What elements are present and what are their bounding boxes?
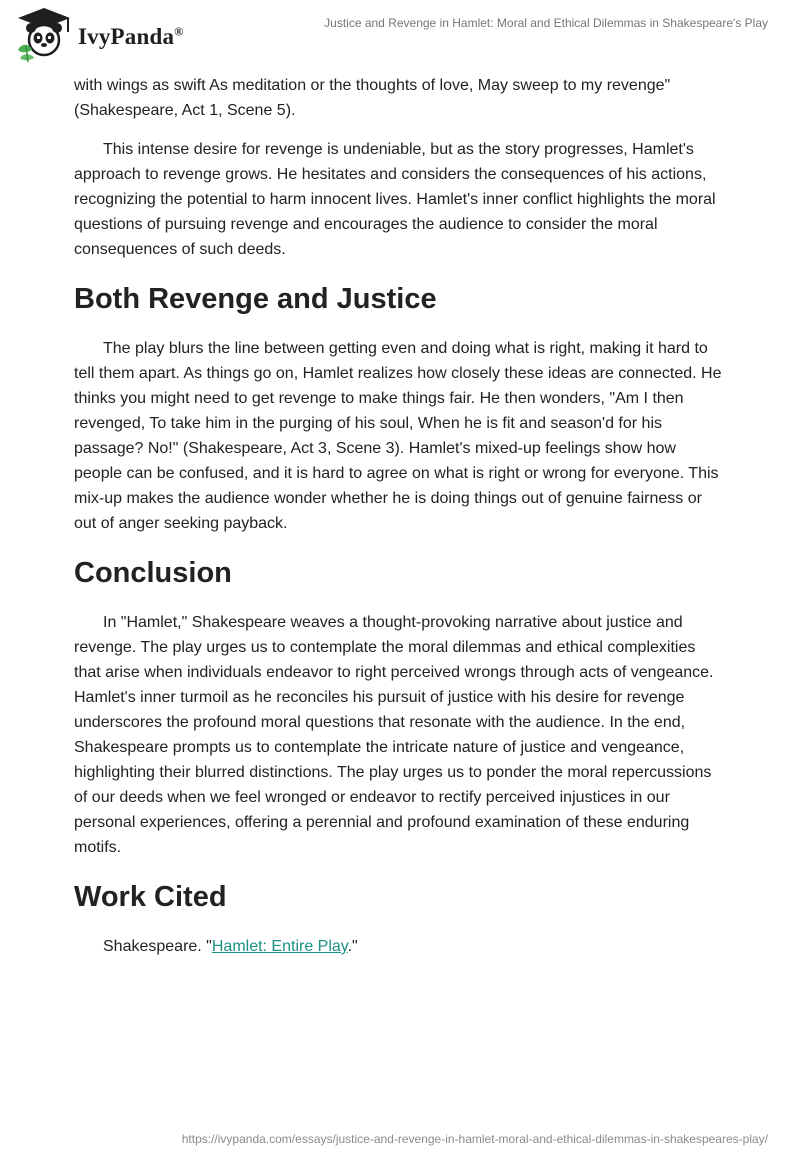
citation-link[interactable]: Hamlet: Entire Play	[211, 938, 348, 955]
heading-conclusion: Conclusion	[74, 557, 232, 589]
ivypanda-logo[interactable]	[12, 6, 183, 62]
document-title: Justice and Revenge in Hamlet: Moral and Ethical Dilemmas in Shakespeare's Play	[324, 16, 768, 30]
paragraph-blurred-line: The play blurs the line between getting even and doing what is right, making it hard to tell them apart. As things go on, Hamlet realizes how closely these ideas are connected. He thinks you might need to get revenge to make things fair. He then wonders, "Am I then revenged, To take him in the purging of his soul, When he is fit and season'd for his passage? No!" (Shakespeare, Act 3, Scene 3). Hamlet's mixed-up feelings show how people can be confused, and it is hard to agree on what is right or wrong for everyone. This mix-up makes the audience wonder whether he is doing things out of genuine fairness or out of anger seeking payback.	[74, 340, 722, 532]
panda-graduate-icon	[12, 6, 76, 62]
logo-wordmark: IvyPanda®	[78, 24, 184, 49]
citation-prefix: Shakespeare. "	[103, 938, 212, 955]
citation-entry	[74, 934, 726, 959]
paragraph-hamlet-approach: This intense desire for revenge is undeniable, but as the story progresses, Hamlet's approach to revenge grows. He hesitates and considers the consequences of his actions, recognizing the potential to harm innocent lives. Hamlet's inner conflict highlights the moral questions of pursuing revenge and encourages the audience to consider the moral consequences of such deeds.	[74, 141, 716, 258]
essay-body	[74, 73, 726, 959]
heading-work-cited: Work Cited	[74, 881, 227, 913]
page-header	[0, 0, 800, 70]
paragraph-conclusion: In "Hamlet," Shakespeare weaves a thought-provoking narrative about justice and revenge. The play urges us to contemplate the moral dilemmas and ethical complexities that arise when individuals endeavor to right perceived wrongs through acts of vengeance. Hamlet's inner turmoil as he reconciles his pursuit of justice with his desire for revenge underscores the profound moral questions that resonate with the audience. In the end, Shakespeare prompts us to contemplate the intricate nature of justice and vengeance, highlighting their blurred distinctions. The play urges us to ponder the moral repercussions of our deeds when we feel wronged or endeavor to rectify perceived injustices in our personal experiences, offering a perennial and profound examination of these enduring motifs.	[74, 614, 714, 856]
heading-both-revenge-and-justice: Both Revenge and Justice	[74, 283, 437, 315]
footer-url[interactable]: https://ivypanda.com/essays/justice-and-revenge-in-hamlet-moral-and-ethical-dilemmas-in-shakespeares-play/	[181, 1132, 768, 1146]
citation-suffix: ."	[347, 938, 358, 955]
paragraph-continued-quote: with wings as swift As meditation or the thoughts of love, May sweep to my revenge" (Shakespeare, Act 1, Scene 5).	[74, 77, 671, 119]
